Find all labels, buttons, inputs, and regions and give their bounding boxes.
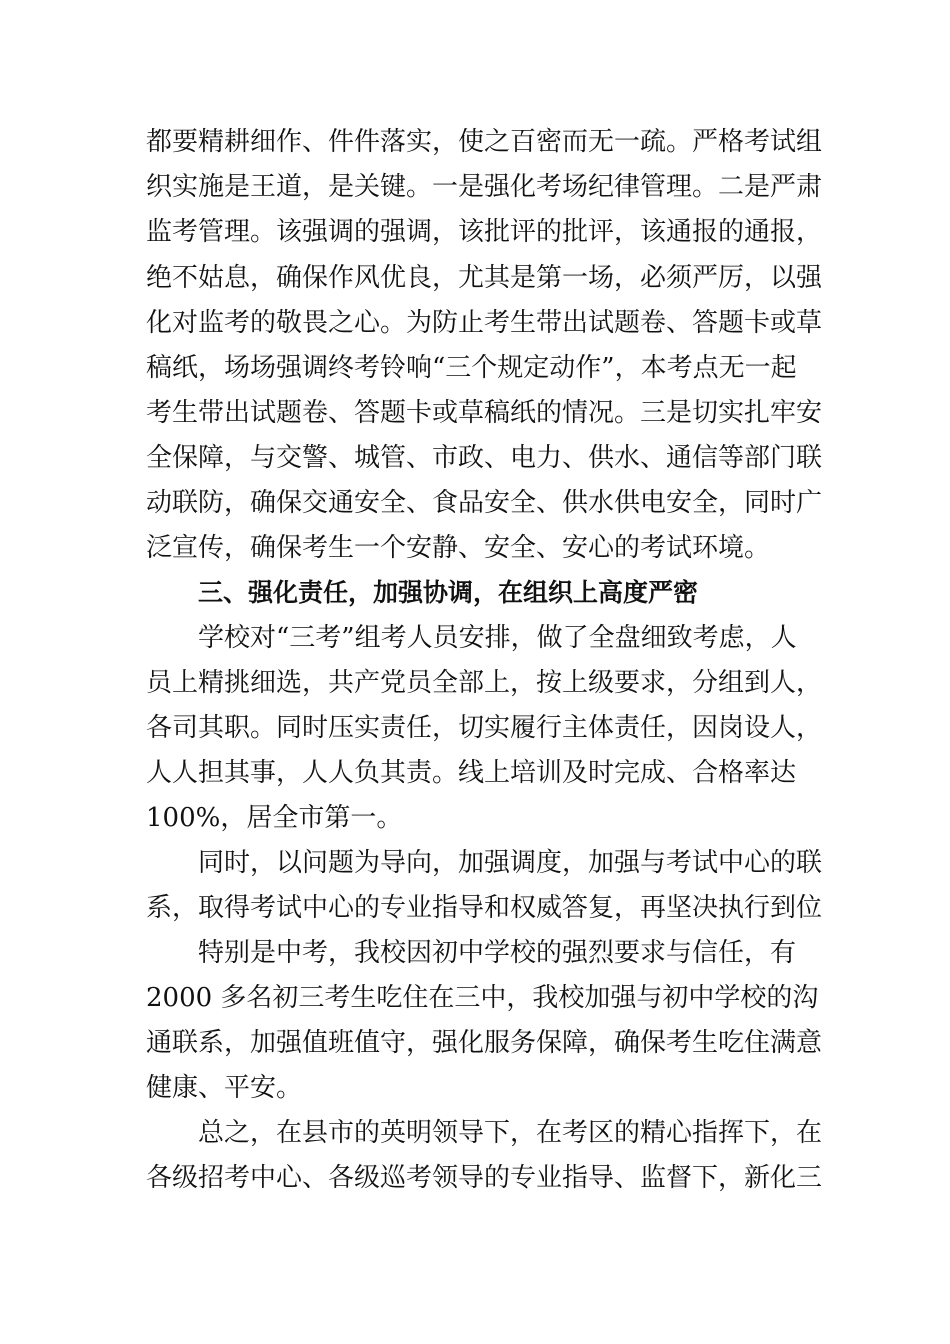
text-line: 织实施是王道，是关键。一是强化考场纪律管理。二是严肃 (146, 172, 823, 202)
text-line: 泛宣传，确保考生一个安静、安全、安心的考试环境。 (146, 533, 771, 563)
text-line: 绝不姑息，确保作风优良，尤其是第一场，必须严厉，以强 (146, 263, 823, 293)
text-line: 全保障，与交警、城管、市政、电力、供水、通信等部门联 (146, 443, 823, 473)
paragraph-first-line: 特别是中考，我校因初中学校的强烈要求与信任，有 (198, 938, 797, 968)
text-line: 化对监考的敬畏之心。为防止考生带出试题卷、答题卡或草 (146, 308, 823, 338)
text-line: 稿纸，场场强调终考铃响“三个规定动作”，本考点无一起 (146, 353, 797, 383)
paragraph-first-line: 学校对“三考”组考人员安排，做了全盘细致考虑，人 (198, 623, 797, 653)
text-line: 动联防，确保交通安全、食品安全、供水供电安全，同时广 (146, 488, 823, 518)
text-line: 系，取得考试中心的专业指导和权威答复，再坚决执行到位 (146, 893, 823, 923)
text-line: 100%，居全市第一。 (146, 803, 403, 833)
text-line: 通联系，加强值班值守，强化服务保障，确保考生吃住满意 (146, 1028, 823, 1058)
text-line: 各司其职。同时压实责任，切实履行主体责任，因岗设人， (146, 713, 823, 743)
text-line: 监考管理。该强调的强调，该批评的批评，该通报的通报， (146, 217, 823, 247)
text-line: 都要精耕细作、件件落实，使之百密而无一疏。严格考试组 (146, 127, 823, 157)
paragraph-first-line: 同时，以问题为导向，加强调度，加强与考试中心的联 (198, 848, 823, 878)
text-line: 健康、平安。 (146, 1073, 303, 1103)
section-heading: 三、强化责任，加强协调，在组织上高度严密 (198, 578, 699, 607)
text-line: 员上精挑细选，共产党员全部上，按上级要求，分组到人， (146, 668, 823, 698)
text-line: 考生带出试题卷、答题卡或草稿纸的情况。三是切实扎牢安 (146, 398, 823, 428)
text-line: 各级招考中心、各级巡考领导的专业指导、监督下，新化三 (146, 1163, 823, 1193)
text-line: 人人担其事，人人负其责。线上培训及时完成、合格率达 (146, 758, 797, 788)
paragraph-first-line: 总之，在县市的英明领导下，在考区的精心指挥下，在 (198, 1118, 823, 1148)
text-line: 2000 多名初三考生吃住在三中，我校加强与初中学校的沟 (146, 983, 819, 1013)
